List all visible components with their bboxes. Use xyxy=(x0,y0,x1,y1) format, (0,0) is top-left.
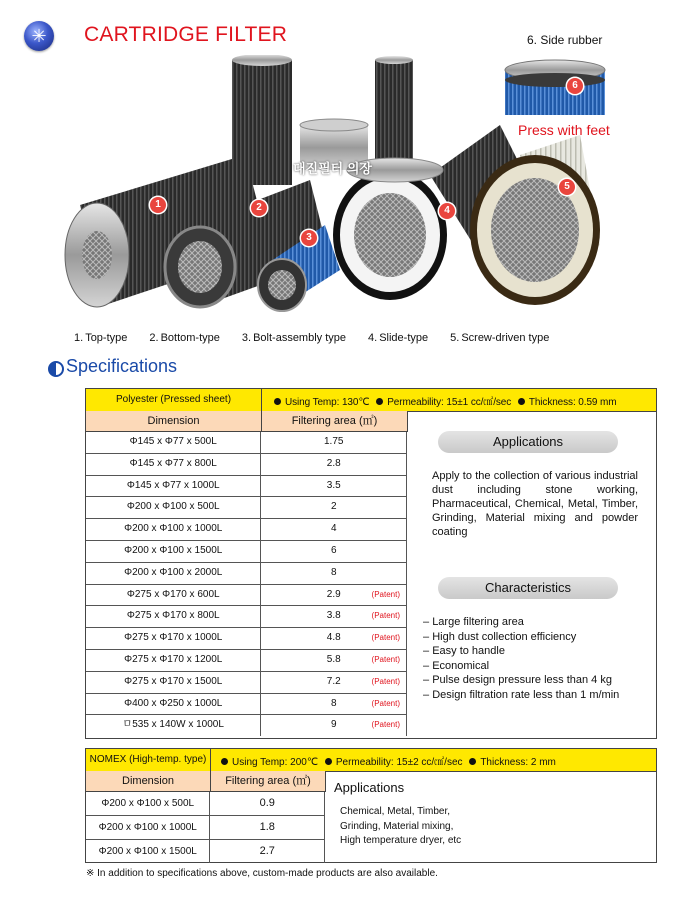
applications-text: Apply to the collection of various industrial dust including stone working, Pharmaceutical, Chemical, Metal, Timber, Grinding, Material mixing and powder coating xyxy=(432,470,638,538)
table-row: Φ200 x Φ100 x 1000L 1.8 xyxy=(86,816,325,840)
area-header: Filtering area (㎡) xyxy=(211,771,326,792)
footnote: ※ In addition to specifications above, custom-made products are also available. xyxy=(86,868,438,879)
bullet-icon xyxy=(376,398,383,405)
page-title: CARTRIDGE FILTER xyxy=(84,23,288,46)
table-row: Φ275 x Φ170 x 1000L 4.8 (Patent) xyxy=(86,628,407,650)
table-row: Φ145 x Φ77 x 1000L 3.5 xyxy=(86,476,407,498)
nomex-applications-title: Applications xyxy=(334,780,405,795)
bullet-icon xyxy=(469,758,476,765)
type-item: 4. Slide-type xyxy=(368,332,429,344)
area-header: Filtering area (㎡) xyxy=(262,411,408,432)
table-row: ㅁ535 x 140W x 1000L 9 (Patent) xyxy=(86,715,407,736)
sticker-3: 3 xyxy=(301,230,317,246)
table-row: Φ275 x Φ170 x 1500L 7.2 (Patent) xyxy=(86,672,407,694)
type-item: 3. Bolt-assembly type xyxy=(241,332,347,344)
polyester-spec-table xyxy=(85,388,657,739)
table-row: Φ400 x Φ250 x 1000L 8 (Patent) xyxy=(86,694,407,716)
table-row: Φ200 x Φ100 x 1500L 6 xyxy=(86,541,407,563)
patent-label: (Patent) xyxy=(371,698,400,708)
table-row: Φ200 x Φ100 x 500L 0.9 xyxy=(86,792,325,816)
polyester-rows xyxy=(86,432,407,736)
characteristics-pill: Characteristics xyxy=(438,577,618,599)
sticker-4: 4 xyxy=(439,203,455,219)
list-item: – Large filtering area xyxy=(423,615,619,630)
table-row: Φ275 x Φ170 x 800L 3.8 (Patent) xyxy=(86,606,407,628)
applications-pill: Applications xyxy=(438,431,618,453)
type-item: 1. Top-type xyxy=(74,332,128,344)
table-row: Φ200 x Φ100 x 500L 2 xyxy=(86,497,407,519)
polyester-header-bar xyxy=(86,389,656,412)
list-item: – High dust collection efficiency xyxy=(423,630,619,645)
material-props: Using Temp: 130℃ Permeability: 15±1 cc/㎠/sec Thickness: 0.59 mm xyxy=(262,393,617,408)
table-row: Φ200 x Φ100 x 2000L 8 xyxy=(86,563,407,585)
list-item: – Easy to handle xyxy=(423,644,619,659)
list-item: – Pulse design pressure less than 4 kg xyxy=(423,673,619,688)
brand-caption: 대진필터 의장 xyxy=(293,161,372,176)
table-row: Φ145 x Φ77 x 500L 1.75 xyxy=(86,432,407,454)
list-item: – Economical xyxy=(423,659,619,674)
material-name: Polyester (Pressed sheet) xyxy=(86,389,262,411)
cartridge-filters-photo xyxy=(60,55,620,320)
patent-label: (Patent) xyxy=(371,589,400,599)
star-burst-icon: ✳ xyxy=(24,21,54,51)
sticker-5: 5 xyxy=(559,179,575,195)
material-props: Using Temp: 200℃ Permeability: 15±2 cc/㎠/sec Thickness: 2 mm xyxy=(211,753,556,768)
patent-label: (Patent) xyxy=(371,633,400,643)
table-row: Φ275 x Φ170 x 600L 2.9 (Patent) xyxy=(86,585,407,607)
dimension-header: Dimension xyxy=(86,771,211,792)
specifications-heading: Specifications xyxy=(66,356,178,376)
nomex-applications-text: Chemical, Metal, Timber, Grinding, Material mixing, High temperature dryer, etc xyxy=(340,806,462,846)
patent-label: (Patent) xyxy=(371,654,400,664)
table-row: Φ275 x Φ170 x 1200L 5.8 (Patent) xyxy=(86,650,407,672)
patent-label: (Patent) xyxy=(371,720,400,730)
type-item: 2. Bottom-type xyxy=(149,332,220,344)
patent-label: (Patent) xyxy=(371,676,400,686)
side-rubber-label: 6. Side rubber xyxy=(527,33,603,47)
sticker-1: 1 xyxy=(150,197,166,213)
table-row: Φ145 x Φ77 x 800L 2.8 xyxy=(86,454,407,476)
nomex-rows xyxy=(86,792,325,863)
bullet-icon xyxy=(518,398,525,405)
type-item: 5. Screw-driven type xyxy=(450,332,550,344)
press-with-feet-label: Press with feet xyxy=(518,122,610,138)
half-circle-icon xyxy=(48,361,64,377)
sticker-6: 6 xyxy=(567,78,583,94)
table-row: Φ200 x Φ100 x 1000L 4 xyxy=(86,519,407,541)
bullet-icon xyxy=(221,758,228,765)
bullet-icon xyxy=(325,758,332,765)
dimension-header: Dimension xyxy=(86,411,262,432)
type-list xyxy=(74,332,551,344)
nomex-header-bar xyxy=(86,749,656,772)
characteristics-list xyxy=(423,615,619,702)
bullet-icon xyxy=(274,398,281,405)
table-row: Φ200 x Φ100 x 1500L 2.7 xyxy=(86,840,325,863)
list-item: – Design filtration rate less than 1 m/min xyxy=(423,688,619,703)
sticker-2: 2 xyxy=(251,200,267,216)
nomex-spec-table xyxy=(85,748,657,863)
patent-label: (Patent) xyxy=(371,611,400,621)
material-name: NOMEX (High-temp. type) xyxy=(86,749,211,771)
